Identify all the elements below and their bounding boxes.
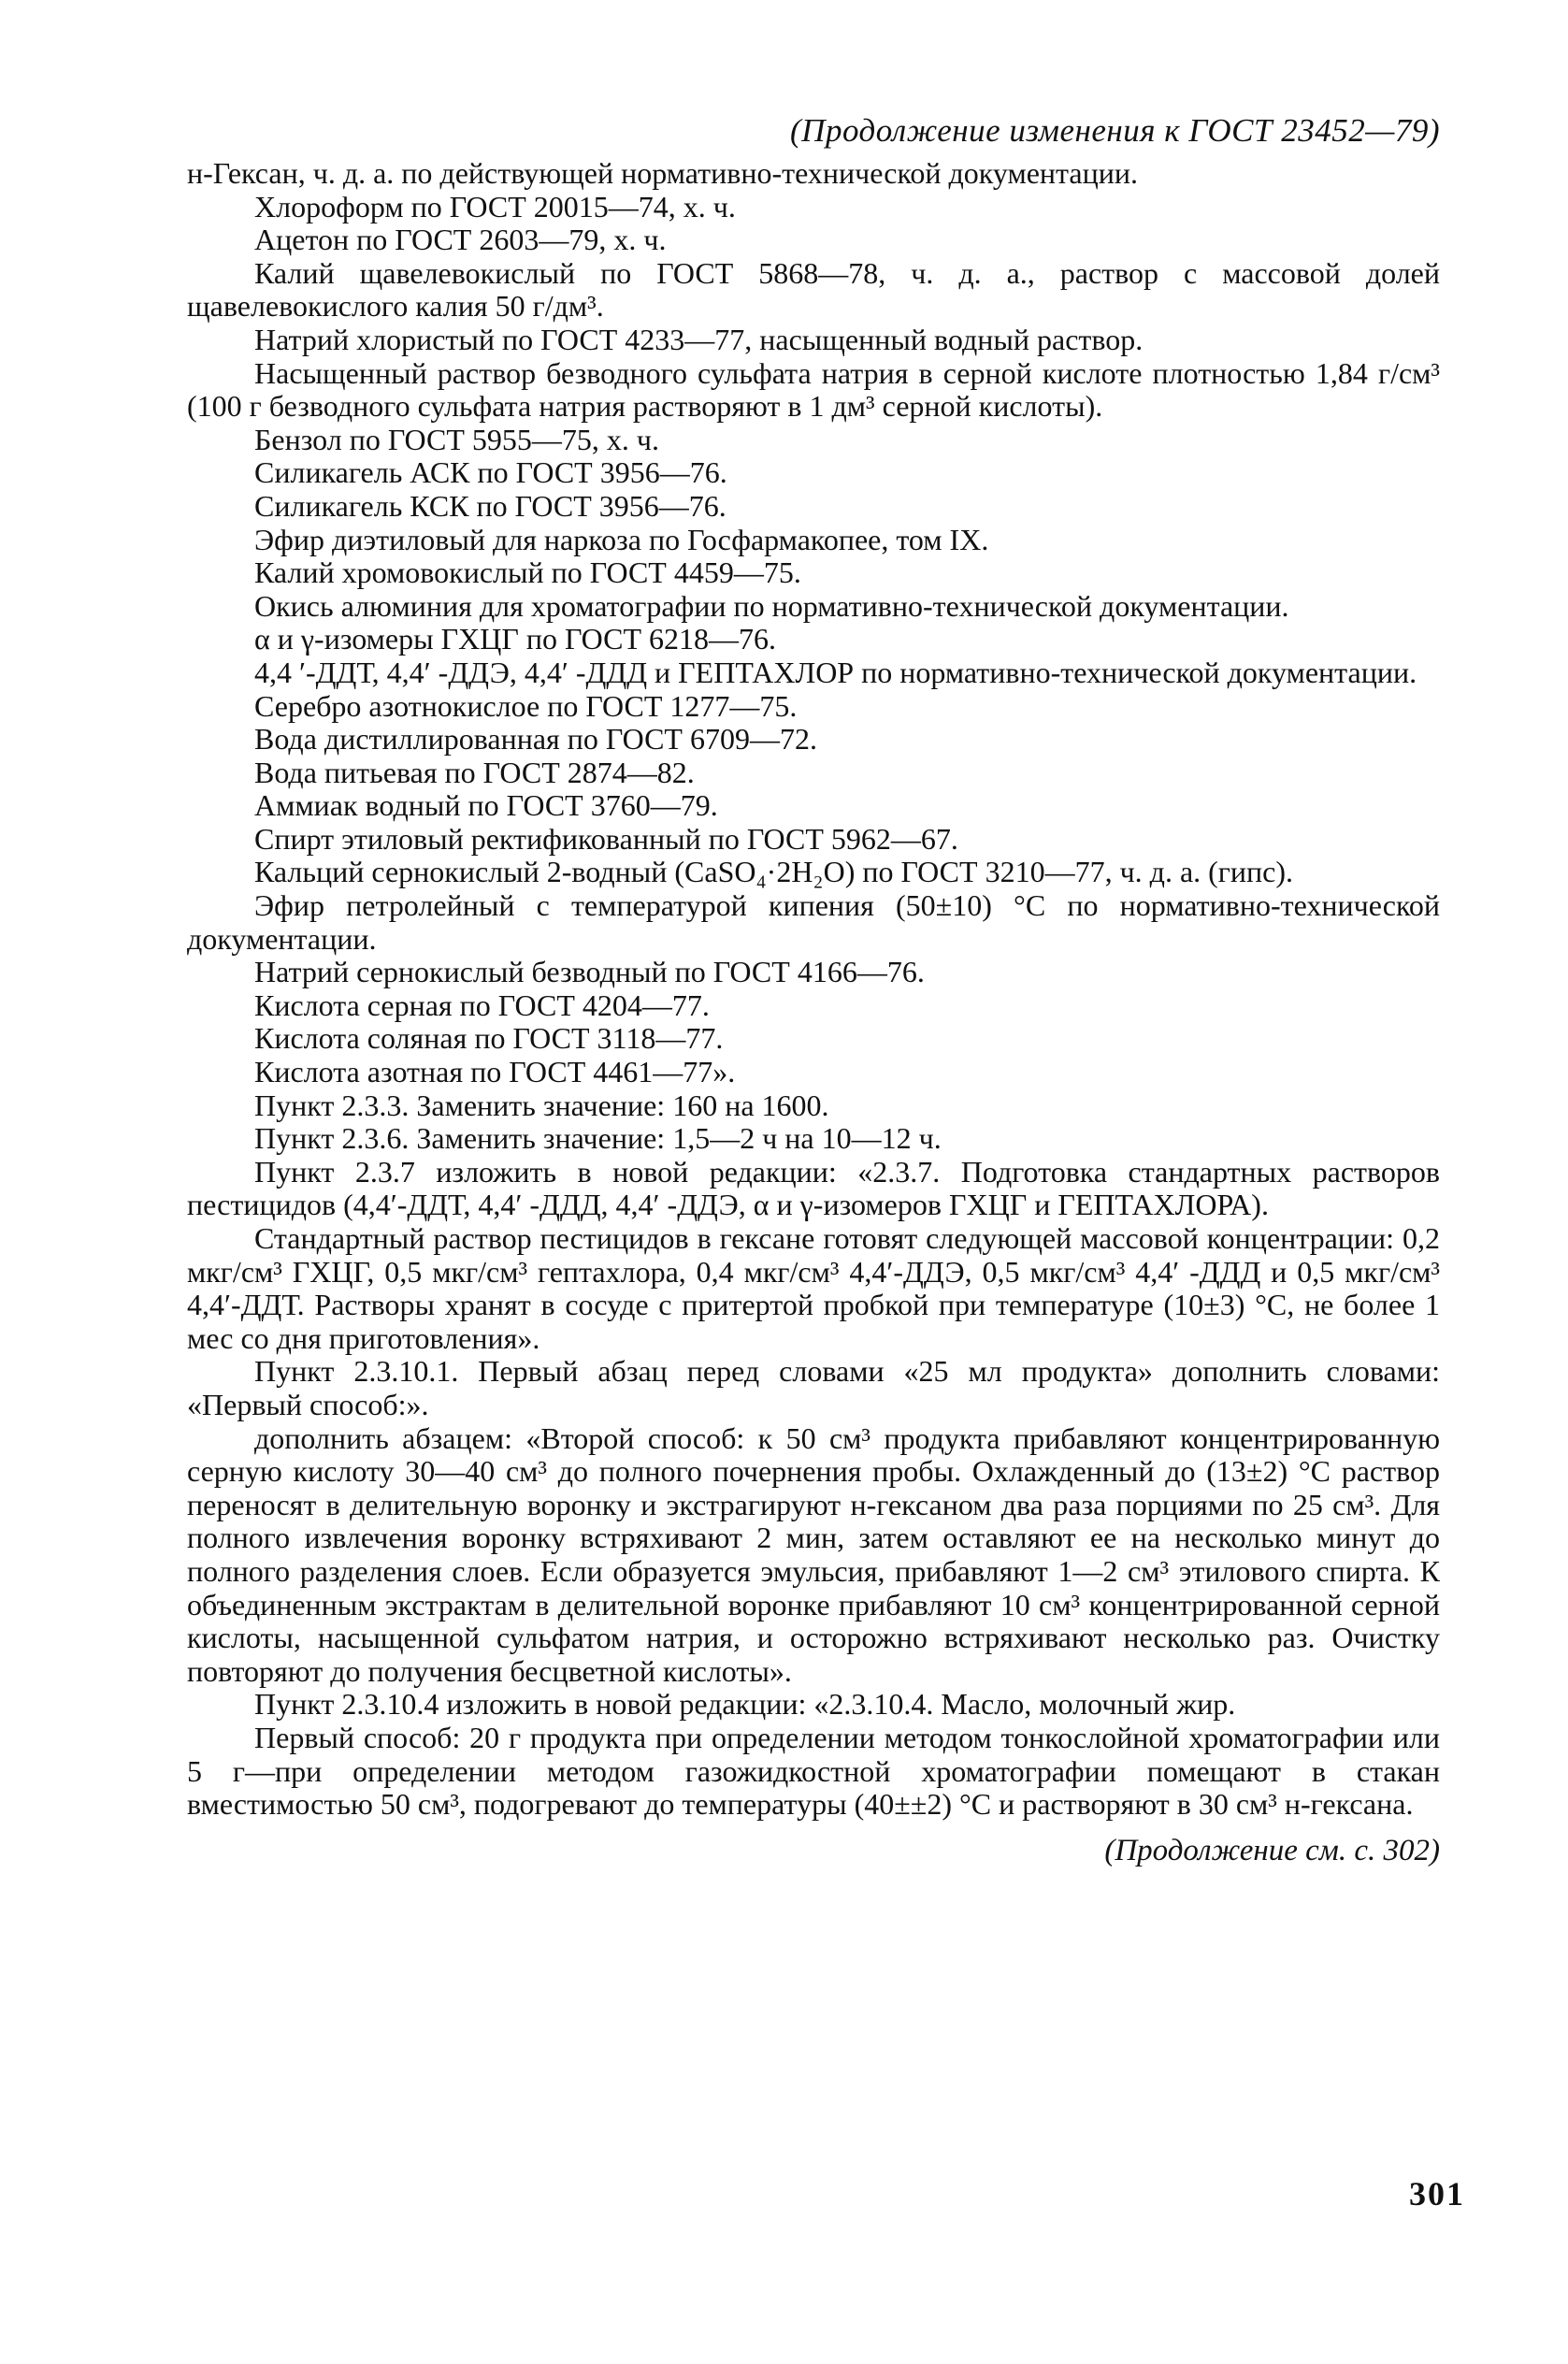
paragraph: Пункт 2.3.10.4 изложить в новой редакции: «2.3.10.4. Масло, молочный жир. [254, 1687, 1236, 1722]
page-number: 301 [1409, 2175, 1465, 2213]
paragraph: Силикагель КСК по ГОСТ 3956—76. [254, 488, 726, 523]
paragraph: Окись алюминия для хроматографии по нормативно-технической документации. [254, 588, 1289, 623]
paragraph: Эфир диэтиловый для наркоза по Госфармакопее, том IX. [254, 522, 989, 556]
paragraph: Натрий хлористый по ГОСТ 4233—77, насыщенный водный раствор. [254, 322, 1144, 356]
paragraph: Пункт 2.3.6. Заменить значение: 1,5—2 ч на 10—12 ч. [254, 1121, 942, 1156]
paragraph: Калий хромовокислый по ГОСТ 4459—75. [254, 555, 801, 590]
paragraph: Хлороформ по ГОСТ 20015—74, х. ч. [254, 189, 736, 223]
continuation-header: (Продолжение изменения к ГОСТ 23452—79) [790, 112, 1440, 149]
paragraph: н-Гексан, ч. д. а. по действующей нормативно-технической документации. [187, 156, 1138, 190]
paragraph: Аммиак водный по ГОСТ 3760—79. [254, 788, 718, 823]
paragraph: Калий щавелевокислый по ГОСТ 5868—78, ч. д. а., раствор с массовой долей щавелевокислого калия 50 г/дм³. [187, 255, 1440, 324]
paragraph: Кальций сернокислый 2-водный (CaSO₄·2H₂O) по ГОСТ 3210—77, ч. д. а. (гипс). [254, 855, 1294, 889]
paragraph: Силикагель АСК по ГОСТ 3956—76. [254, 455, 727, 490]
paragraph: Вода питьевая по ГОСТ 2874—82. [254, 755, 695, 789]
paragraph: Первый способ: 20 г продукта при определении методом тонкослойной хроматографии или 5 г—при определении методом газожидкостной хроматографии помещают в стакан вместимостью 50 см³, подогревают до температуры (40±±2) °С и растворяют в 30 см³ н-гексана. [187, 1720, 1440, 1822]
paragraph: Бензол по ГОСТ 5955—75, х. ч. [254, 422, 660, 456]
continuation-footer-note: (Продолжение см. с. 302) [1104, 1833, 1440, 1867]
paragraph: Серебро азотнокислое по ГОСТ 1277—75. [254, 688, 798, 723]
paragraph: Пункт 2.3.7 изложить в новой редакции: «2.3.7. Подготовка стандартных растворов пестицидов (4,4′-ДДТ, 4,4′ -ДДД, 4,4′ -ДДЭ, α и γ-изомеров ГХЦГ и ГЕПТАХЛОРА). [187, 1154, 1440, 1222]
paragraph: 4,4 ′-ДДТ, 4,4′ -ДДЭ, 4,4′ -ДДД и ГЕПТАХЛОР по нормативно-технической документации. [254, 655, 1417, 689]
paragraph: Насыщенный раствор безводного сульфата натрия в серной кислоте плотностью 1,84 г/см³ (100 г безводного сульфата натрия растворяют в 1 дм³ серной кислоты). [187, 355, 1440, 424]
paragraph: Пункт 2.3.10.1. Первый абзац перед словами «25 мл продукта» дополнить словами: «Первый способ:». [187, 1354, 1440, 1421]
paragraph: Спирт этиловый ректификованный по ГОСТ 5962—67. [254, 821, 958, 856]
paragraph: Натрий сернокислый безводный по ГОСТ 4166—76. [254, 955, 925, 989]
paragraph: Кислота серная по ГОСТ 4204—77. [254, 987, 710, 1022]
paragraph: Стандартный раствор пестицидов в гексане готовят следующей массовой концентрации: 0,2 мкг/см³ ГХЦГ, 0,5 мкг/см³ гептахлора, 0,4 мкг/см³ 4,4′-ДДЭ, 0,5 мкг/см³ 4,4′ -ДДД и 0,5 мкг/см³ 4,4′-ДДТ. Растворы хранят в сосуде с притертой пробкой при температуре (10±3) °С, не более 1 мес со дня приготовления». [187, 1221, 1440, 1355]
paragraph: дополнить абзацем: «Второй способ: к 50 см³ продукта прибавляют концентрированную серную кислоту 30—40 см³ до полного почернения пробы. Охлажденный до (13±2) °С раствор переносят в делительную воронку и экстрагируют н-гексаном два раза порциями по 25 см³. Для полного извлечения воронку встряхивают 2 мин, затем оставляют ее на несколько минут до полного разделения слоев. Если образуется эмульсия, прибавляют 1—2 см³ этилового спирта. К объединенным экстрактам в делительной воронке прибавляют 10 см³ концентрированной серной кислоты, насыщенной сульфатом натрия, и осторожно встряхивают несколько раз. Очистку повторяют до получения бесцветной кислоты». [187, 1420, 1440, 1688]
paragraph: α и γ-изомеры ГХЦГ по ГОСТ 6218—76. [254, 622, 777, 656]
paragraph: Вода дистиллированная по ГОСТ 6709—72. [254, 722, 817, 757]
paragraph: Пункт 2.3.3. Заменить значение: 160 на 1600. [254, 1088, 829, 1122]
document-page [187, 112, 1440, 1868]
paragraph: Эфир петролейный с температурой кипения (50±10) °С по нормативно-технической документации. [187, 888, 1440, 956]
paragraph: Кислота азотная по ГОСТ 4461—77». [254, 1055, 736, 1089]
paragraph: Ацетон по ГОСТ 2603—79, х. ч. [254, 223, 667, 257]
paragraph: Кислота соляная по ГОСТ 3118—77. [254, 1021, 724, 1056]
body-text [187, 157, 1440, 1822]
